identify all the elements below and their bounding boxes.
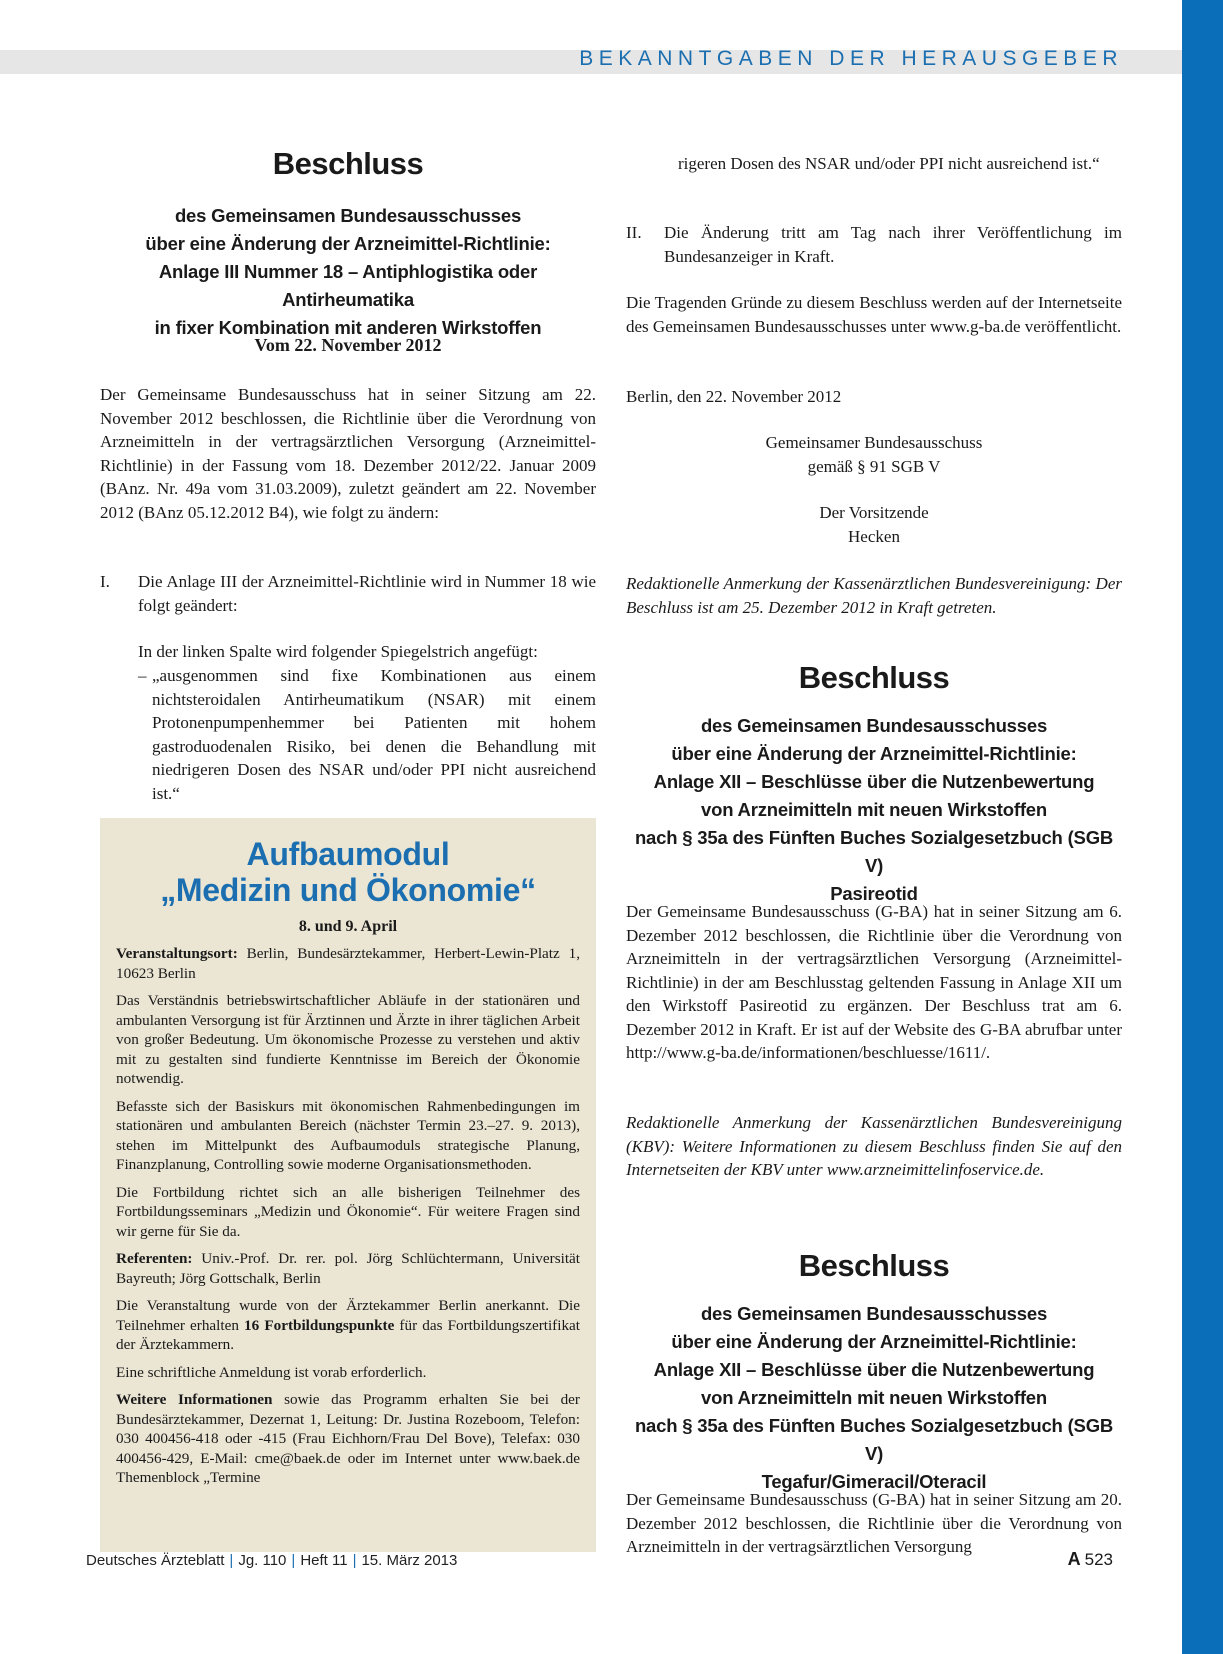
- article1-subtitle: [100, 202, 596, 342]
- info-label: Weitere Informationen: [116, 1391, 273, 1408]
- article2-subtitle-line: über eine Änderung der Arzneimittel-Richtlinie:: [671, 743, 1077, 764]
- article3-subtitle-line: des Gemeinsamen Bundesausschusses: [700, 1303, 1048, 1324]
- referenten-text: Univ.-Prof. Dr. rer. pol. Jörg Schlüchtermann, Universität Bayreuth; Jörg Gottschalk, Berlin: [116, 1250, 580, 1287]
- footer-volume: Jg. 110: [238, 1552, 287, 1569]
- para5-text: Die Veranstaltung wurde von der Ärztekammer Berlin anerkannt. Die Teilnehmer erhalten: [116, 1297, 580, 1334]
- footer-separator: |: [291, 1552, 296, 1569]
- article2-subtitle-line: Anlage XII – Beschlüsse über die Nutzenbewertung: [653, 771, 1095, 792]
- venue-label: Veranstaltungsort:: [116, 945, 238, 962]
- box-title-line1: Aufbaumodul: [246, 836, 450, 872]
- list-text: Die Änderung tritt am Tag nach ihrer Veröffentlichung im Bundesanzeiger in Kraft.: [664, 223, 1122, 266]
- article1-reasons: Die Tragenden Gründe zu diesem Beschluss werden auf der Internetseite des Gemeinsamen Bundesausschusses unter www.g-ba.de veröffentlicht.: [626, 293, 1122, 336]
- article1-subtitle-line: in fixer Kombination mit anderen Wirkstoffen: [154, 317, 542, 338]
- footer-date: 15. März 2013: [361, 1552, 458, 1569]
- article3-body: Der Gemeinsame Bundesausschuss (G-BA) hat in seiner Sitzung am 20. Dezember 2012 beschlossen, die Richtlinie über die Verordnung von Arzneimitteln in der vertragsärztlichen Versorgung: [626, 1490, 1122, 1556]
- box-date: 8. und 9. April: [298, 918, 398, 935]
- box-referenten: [116, 1249, 580, 1288]
- article1-quote-continued: rigeren Dosen des NSAR und/oder PPI nicht ausreichend ist.“: [678, 154, 1100, 173]
- article1-title: Beschluss: [272, 146, 424, 181]
- article1-subtitle-line: über eine Änderung der Arzneimittel-Richtlinie:: [145, 233, 551, 254]
- footer-journal: Deutsches Ärzteblatt: [86, 1552, 225, 1569]
- page-prefix: A: [1067, 1549, 1081, 1569]
- article1-item-1: [100, 570, 596, 617]
- footer-separator: |: [229, 1552, 234, 1569]
- box-para1: Das Verständnis betriebswirtschaftlicher Abläufe in der stationären und ambulanten Versorgung ist für Ärztinnen und Ärzte in ihrer täglichen Arbeit von großer Bedeutung. Um ökonomische Prozesse zu verstehen und aktiv mit zu gestalten sind fundierte Kenntnisse im Bereich der Ökonomie notwendig.: [116, 992, 580, 1087]
- article3-subtitle-line: von Arzneimitteln mit neuen Wirkstoffen: [701, 1387, 1047, 1408]
- article2-subtitle-line: des Gemeinsamen Bundesausschusses: [700, 715, 1048, 736]
- article3-subtitle-line: über eine Änderung der Arzneimittel-Richtlinie:: [671, 1331, 1077, 1352]
- article3-subtitle-line: Tegafur/Gimeracil/Oteracil: [761, 1471, 987, 1492]
- article3-subtitle-line: nach § 35a des Fünften Buches Sozialgesetzbuch (SGB V): [634, 1415, 1114, 1464]
- signature-org-section: gemäß § 91 SGB V: [807, 456, 941, 476]
- article1-item-1-sub: In der linken Spalte wird folgender Spiegelstrich angefügt:: [138, 642, 538, 661]
- list-text: Die Anlage III der Arzneimittel-Richtlinie wird in Nummer 18 wie folgt geändert:: [138, 572, 596, 615]
- list-number: II.: [626, 223, 642, 242]
- signature-role: Der Vorsitzende: [819, 503, 929, 522]
- box-para6: Eine schriftliche Anmeldung ist vorab erforderlich.: [116, 1363, 427, 1381]
- article2-subtitle-line: von Arzneimitteln mit neuen Wirkstoffen: [701, 799, 1047, 820]
- article1-item-2: [626, 221, 1122, 268]
- footer-issue: Heft 11: [300, 1552, 348, 1569]
- box-venue: [116, 944, 580, 983]
- box-para5: [116, 1296, 580, 1355]
- page-number-value: 523: [1084, 1550, 1113, 1569]
- box-title-line2: „Medizin und Ökonomie“: [160, 872, 536, 908]
- box-para2: Befasste sich der Basiskurs mit ökonomischen Rahmenbedingungen im stationären und ambulanten Bereich (nächster Termin 23.–27. 9. 2013), stehen im Mittelpunkt des Aufbaumoduls strategische Planung, Finanzplanung, Controlling sowie moderne Organisationsmethoden.: [116, 1097, 580, 1173]
- article3-subtitle-line: Anlage XII – Beschlüsse über die Nutzenbewertung: [653, 1359, 1095, 1380]
- signature-name: Hecken: [848, 526, 900, 546]
- para5-points: 16 Fortbildungspunkte: [244, 1316, 395, 1334]
- article2-editorial-note: Redaktionelle Anmerkung der Kassenärztlichen Bundesvereinigung (KBV): Weitere Informationen zu diesem Beschluss finden Sie auf den Internetseiten der KBV unter www.arzneimittelinfoservice.de.: [626, 1113, 1122, 1179]
- referenten-label: Referenten:: [116, 1250, 193, 1267]
- article3-subtitle: [626, 1300, 1122, 1496]
- article1-place-date: Berlin, den 22. November 2012: [626, 387, 842, 406]
- article1-editorial-note: Redaktionelle Anmerkung der Kassenärztlichen Bundesvereinigung: Der Beschluss ist am 25. Dezember 2012 in Kraft getreten.: [626, 574, 1122, 617]
- info-text: sowie das Programm erhalten Sie bei der Bundesärztekammer, Dezernat 1, Leitung: Dr. Justina Rozeboom, Telefon: 030 400456-418 oder -415 (Frau Eichhorn/Frau Del Bove), Telefax: 030 400456-429, E-Mail: cme@baek.de oder im Internet unter www.baek.de Themenblock „Termine: [116, 1391, 580, 1486]
- article1-intro: Der Gemeinsame Bundesausschuss hat in seiner Sitzung am 22. November 2012 beschlossen, die Richtlinie über die Verordnung von Arzneimitteln in der vertragsärztlichen Versorgung (Arzneimittel-Richtlinie) in der Fassung vom 18. Dezember 2012/22. Januar 2009 (BAnz. Nr. 49a vom 31.03.2009), zuletzt geändert am 22. November 2012 (BAnz 05.12.2012 B4), wie folgt zu ändern:: [100, 385, 596, 522]
- article2-title: Beschluss: [798, 660, 950, 695]
- article2-subtitle-line: Pasireotid: [830, 883, 918, 904]
- quote-text: „ausgenommen sind fixe Kombinationen aus einem nichtsteroidalen Antirheumatikum (NSAR) mit einem Protonenpumpenhemmer bei Patienten mit hohem gastroduodenalen Risiko, bei denen die Behandlung mit niedrigeren Dosen des NSAR und/oder PPI nicht ausreichend ist.“: [152, 666, 596, 803]
- article1-subtitle-line: Anlage III Nummer 18 – Antiphlogistika oder Antirheumatika: [158, 261, 538, 310]
- article1-subtitle-line: des Gemeinsamen Bundesausschusses: [174, 205, 522, 226]
- article2-body: Der Gemeinsame Bundesausschuss (G-BA) hat in seiner Sitzung am 6. Dezember 2012 beschlossen, die Richtlinie über die Verordnung von Arzneimitteln in der vertragsärztlichen Versorgung (Arzneimittel-Richtlinie) in der am Beschlusstag geltenden Fassung in Anlage XII um den Wirkstoff Pasireotid zu ergänzen. Der Beschluss trat am 6. Dezember 2012 in Kraft. Er ist auf der Website des G-BA abrufbar unter http://www.g-ba.de/informationen/beschluesse/1611/.: [626, 902, 1122, 1062]
- para5-text-end: für das Fortbildungszertifikat der Ärztekammern.: [116, 1316, 581, 1353]
- box-para3: Die Fortbildung richtet sich an alle bisherigen Teilnehmer des Fortbildungsseminars „Medizin und Ökonomie“. Für weitere Fragen sind wir gerne für Sie da.: [116, 1183, 580, 1240]
- signature-org: Gemeinsamer Bundesausschuss: [765, 433, 983, 452]
- footer-separator: |: [352, 1552, 357, 1569]
- article1-date: Vom 22. November 2012: [254, 335, 442, 355]
- page-number: [1068, 1549, 1113, 1570]
- dash-bullet: –: [138, 666, 147, 685]
- signature-block: [626, 431, 1122, 548]
- article2-subtitle-line: nach § 35a des Fünften Buches Sozialgesetzbuch (SGB V): [634, 827, 1114, 876]
- venue-text: Berlin, Bundesärztekammer, Herbert-Lewin-Platz 1, 10623 Berlin: [116, 945, 580, 982]
- list-number: I.: [100, 572, 110, 591]
- footer: [86, 1552, 457, 1569]
- article1-dash-item: [138, 664, 596, 803]
- info-box: [100, 818, 596, 1552]
- section-label: BEKANNTGABEN DER HERAUSGEBER: [579, 47, 1123, 70]
- article2-subtitle: [626, 712, 1122, 908]
- side-color-bar: [1182, 0, 1223, 1654]
- box-info: [116, 1390, 580, 1488]
- article3-title: Beschluss: [798, 1248, 950, 1283]
